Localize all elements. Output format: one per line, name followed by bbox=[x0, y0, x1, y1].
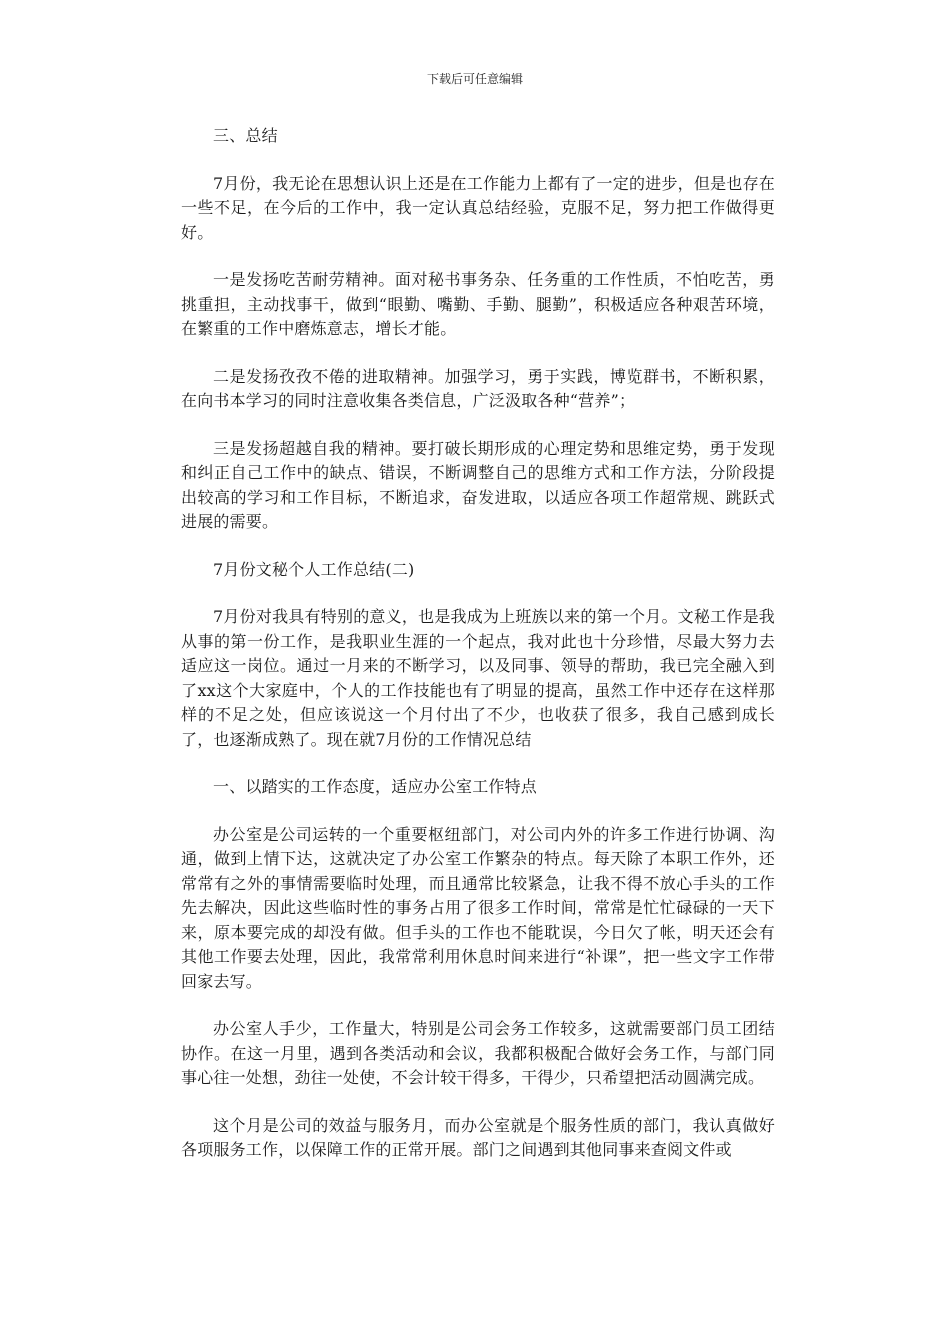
paragraph: 7月份对我具有特别的意义，也是我成为上班族以来的第一个月。文秘工作是我从事的第一份工作，是我职业生涯的一个起点，我对此也十分珍惜，尽最大努力去适应这一岗位。通过一月来的不断学习，以及同事、领导的帮助，我已完全融入到了xx这个大家庭中，个人的工作技能也有了明显的提高，虽然工作中还存在这样那样的不足之处，但应该说这一个月付出了不少，也收获了很多，我自己感到成长了，也逐渐成熟了。现在就7月份的工作情况总结 bbox=[181, 607, 775, 749]
paragraph: 二是发扬孜孜不倦的进取精神。加强学习，勇于实践，博览群书，不断积累，在向书本学习的同时注意收集各类信息，广泛汲取各种“营养”； bbox=[181, 366, 775, 410]
section-heading-one: 一、以踏实的工作态度，适应办公室工作特点 bbox=[213, 777, 538, 796]
paragraph: 一是发扬吃苦耐劳精神。面对秘书事务杂、任务重的工作性质，不怕吃苦，勇挑重担，主动找事干，做到“眼勤、嘴勤、手勤、腿勤”，积极适应各种艰苦环境，在繁重的工作中磨炼意志，增长才能。 bbox=[181, 270, 775, 338]
paragraph: 三是发扬超越自我的精神。要打破长期形成的心理定势和思维定势，勇于发现和纠正自己工作中的缺点、错误，不断调整自己的思维方式和工作方法，分阶段提出较高的学习和工作目标，不断追求，奋发进取，以适应各项工作超常规、跳跃式进展的需要。 bbox=[181, 438, 775, 531]
section-heading-summary: 三、总结 bbox=[213, 126, 278, 145]
document-body bbox=[181, 124, 775, 1186]
paragraph: 办公室人手少，工作量大，特别是公司会务工作较多，这就需要部门员工团结协作。在这一月里，遇到各类活动和会议，我都积极配合做好会务工作，与部门同事心往一处想，劲往一处使，不会计较干得多，干得少，只希望把活动圆满完成。 bbox=[181, 1019, 775, 1087]
document-title-part-two: 7月份文秘个人工作总结(二) bbox=[213, 559, 415, 579]
paragraph: 办公室是公司运转的一个重要枢纽部门，对公司内外的许多工作进行协调、沟通，做到上情下达，这就决定了办公室工作繁杂的特点。每天除了本职工作外，还常常有之外的事情需要临时处理，而且通常比较紧急，让我不得不放心手头的工作先去解决，因此这些临时性的事务占用了很多工作时间，常常是忙忙碌碌的一天下来，原本要完成的却没有做。但手头的工作也不能耽误，今日欠了帐，明天还会有其他工作要去处理，因此，我常常利用休息时间来进行“补课”，把一些文字工作带回家去写。 bbox=[181, 824, 775, 991]
paragraph: 7月份，我无论在思想认识上还是在工作能力上都有了一定的进步，但是也存在一些不足，在今后的工作中，我一定认真总结经验，克服不足，努力把工作做得更好。 bbox=[181, 173, 775, 242]
page-header: 下载后可任意编辑 bbox=[426, 72, 523, 86]
paragraph: 这个月是公司的效益与服务月，而办公室就是个服务性质的部门，我认真做好各项服务工作，以保障工作的正常开展。部门之间遇到其他同事来查阅文件或 bbox=[181, 1115, 775, 1159]
